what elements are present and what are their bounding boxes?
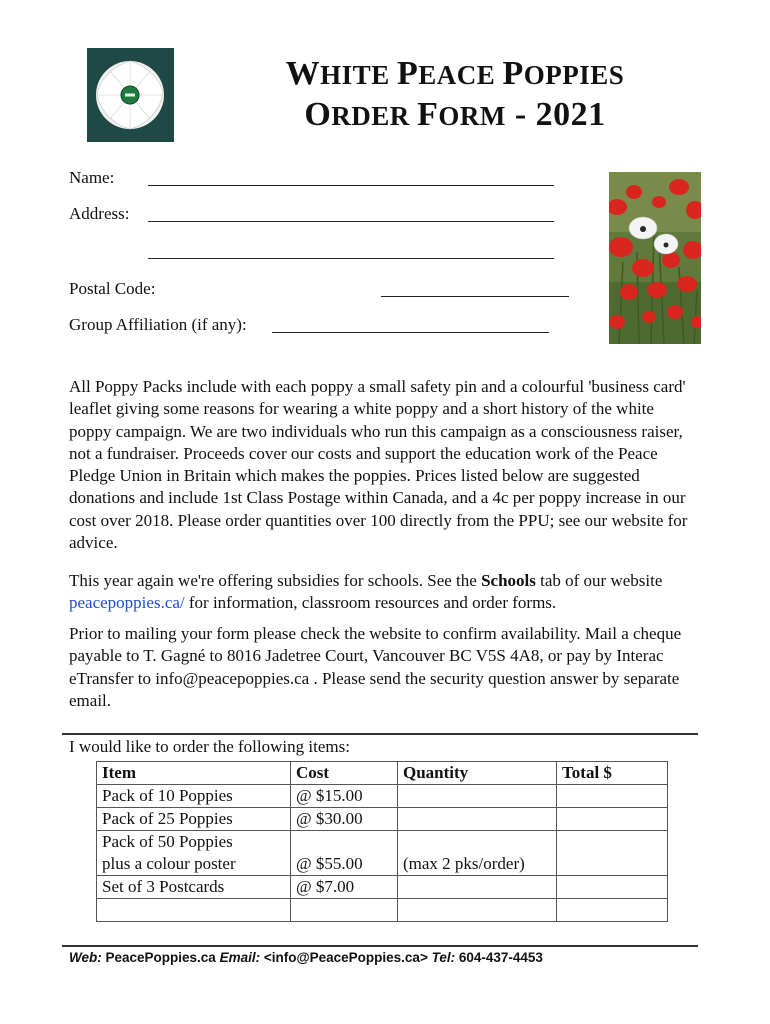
table-row	[97, 785, 668, 808]
item-cell: Pack of 10 Poppies	[97, 785, 291, 808]
total-cell[interactable]	[557, 785, 668, 808]
address-field[interactable]	[148, 221, 554, 222]
quantity-cell[interactable]	[398, 785, 557, 808]
footer-contact	[69, 950, 543, 965]
postal-code-label: Postal Code:	[69, 279, 156, 298]
website-link[interactable]: peacepoppies.ca/	[69, 593, 185, 613]
page-title: WHITE PEACE POPPIES ORDER FORM - 2021	[285, 55, 625, 133]
name-field[interactable]	[148, 185, 554, 186]
web-address[interactable]: PeacePoppies.ca	[101, 950, 220, 965]
poppy-field-photo	[609, 172, 701, 344]
white-poppy-logo	[87, 48, 174, 142]
cost-cell[interactable]	[291, 899, 398, 922]
cost-cell: @ $7.00	[291, 876, 398, 899]
phone-number: 604-437-4453	[455, 950, 543, 965]
email-label: Email:	[219, 950, 261, 965]
table-row	[97, 876, 668, 899]
quantity-cell[interactable]: (max 2 pks/order)	[398, 831, 557, 876]
cost-cell: @ $30.00	[291, 808, 398, 831]
section-divider	[62, 733, 698, 735]
table-row	[97, 899, 668, 922]
item-cell: Set of 3 Postcards	[97, 876, 291, 899]
item-cell: Pack of 50 Poppies plus a colour poster	[97, 831, 291, 876]
web-label: Web:	[69, 950, 102, 965]
total-cell[interactable]	[557, 899, 668, 922]
header-quantity: Quantity	[398, 762, 557, 785]
header-cost: Cost	[291, 762, 398, 785]
schools-subsidy-note: This year again we're offering subsidies for schools. See the Schools tab of our website peacepoppies.ca/ for information, classroom resources and order forms.	[69, 571, 663, 613]
postal-code-field[interactable]	[381, 296, 569, 297]
cost-cell: @ $55.00	[291, 831, 398, 876]
header-total: Total $	[557, 762, 668, 785]
table-row	[97, 831, 668, 876]
item-cell[interactable]	[97, 899, 291, 922]
address-label: Address:	[69, 204, 130, 223]
header-item: Item	[97, 762, 291, 785]
total-cell[interactable]	[557, 831, 668, 876]
name-label: Name:	[69, 168, 115, 187]
order-intro: I would like to order the following items:	[69, 737, 350, 756]
group-affiliation-label: Group Affiliation (if any):	[69, 315, 247, 334]
table-row	[97, 808, 668, 831]
table-header-row	[97, 762, 668, 785]
total-cell[interactable]	[557, 876, 668, 899]
email-address[interactable]: <info@PeacePoppies.ca>	[260, 950, 432, 965]
cost-cell: @ $15.00	[291, 785, 398, 808]
group-affiliation-field[interactable]	[272, 332, 549, 333]
footer-divider	[62, 945, 698, 947]
total-cell[interactable]	[557, 808, 668, 831]
quantity-cell[interactable]	[398, 899, 557, 922]
mailing-instructions: Prior to mailing your form please check the website to confirm availability. Mail a cheque payable to T. Gagné to 8016 Jadetree Court, Vancouver BC V5S 4A8, or pay by Interac eTransfer to info@peacepoppies.ca . Please send the security question answer by separate email.	[69, 624, 682, 710]
quantity-cell[interactable]	[398, 876, 557, 899]
order-table	[96, 761, 668, 922]
poppy-pack-description: All Poppy Packs include with each poppy a small safety pin and a colourful 'business card' leaflet giving some reasons for wearing a white poppy and a short history of the white poppy campaign. We are two individuals who run this campaign as a consciousness raiser, not a fundraiser. Proceeds cover our costs and support the education work of the Peace Pledge Union in Britain which makes the poppies. Prices listed below are suggested donations and include 1st Class Postage within Canada, and a 4c per poppy increase in our cost over 2018. Please order quantities over 100 directly from the PPU; see our website for advice.	[69, 377, 688, 553]
address-field-line2[interactable]	[148, 258, 554, 259]
item-cell: Pack of 25 Poppies	[97, 808, 291, 831]
tel-label: Tel:	[431, 950, 456, 965]
schools-tab-text: Schools	[481, 571, 536, 590]
quantity-cell[interactable]	[398, 808, 557, 831]
